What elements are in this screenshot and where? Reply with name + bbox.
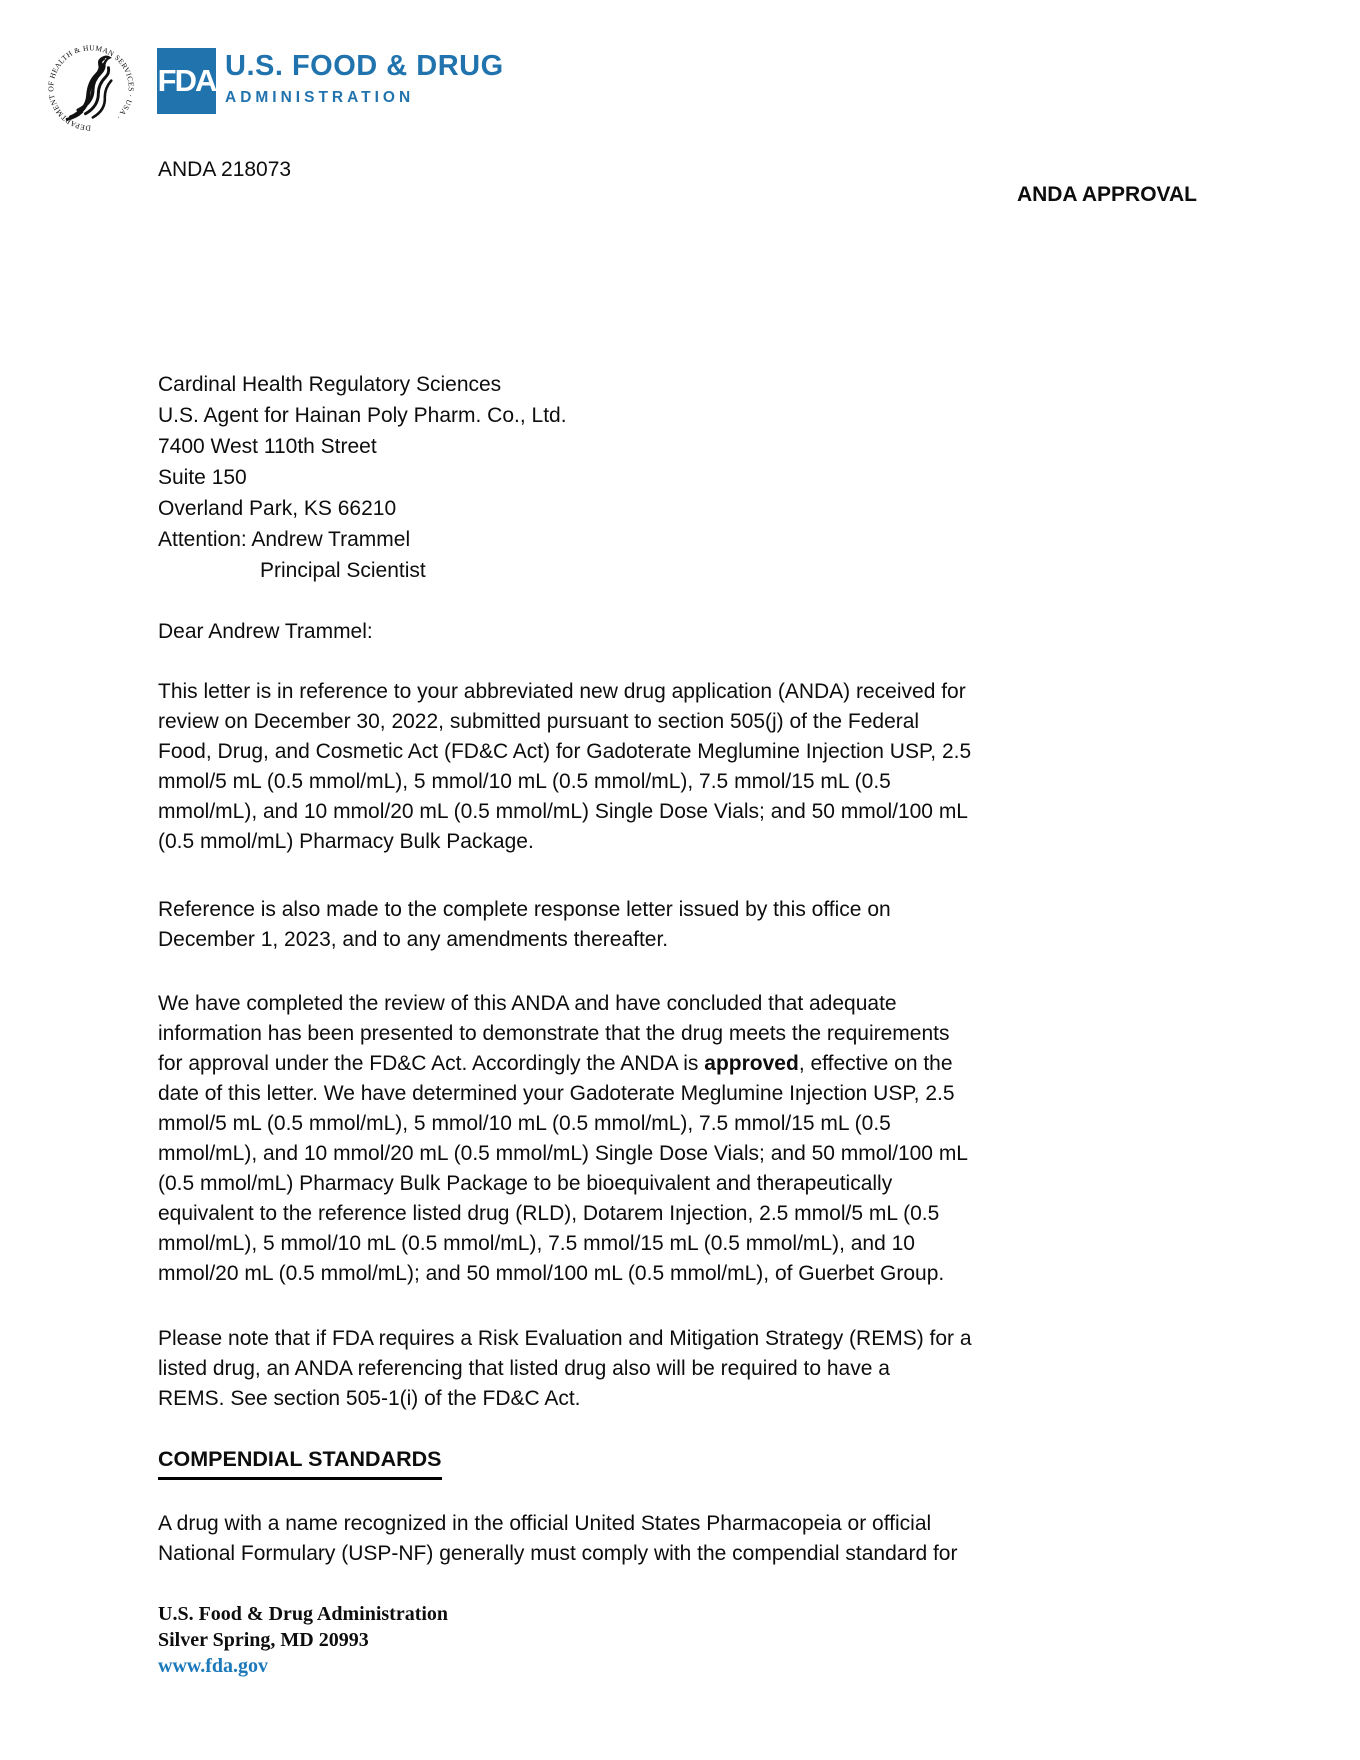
body-line: mmol/5 mL (0.5 mmol/mL), 5 mmol/10 mL (0.5 mmol/mL), 7.5 mmol/15 mL (0.5 xyxy=(158,1112,891,1135)
footer-agency: U.S. Food & Drug Administration xyxy=(158,1603,449,1625)
address-line-attention: Attention: Andrew Trammel xyxy=(158,528,411,551)
fda-acronym: FDA xyxy=(157,63,216,98)
body-line: equivalent to the reference listed drug (RLD), Dotarem Injection, 2.5 mmol/5 mL (0.5 xyxy=(158,1202,940,1225)
body-line: Please note that if FDA requires a Risk Evaluation and Mitigation Strategy (REMS) for a xyxy=(158,1327,972,1350)
recipient-address-block xyxy=(158,369,567,586)
paragraph-approval xyxy=(158,989,968,1289)
paragraph-reference xyxy=(158,677,971,857)
body-line: mmol/mL), 5 mmol/10 mL (0.5 mmol/mL), 7.5 mmol/15 mL (0.5 mmol/mL), and 10 xyxy=(158,1232,915,1255)
body-line: (0.5 mmol/mL) Pharmacy Bulk Package to be bioequivalent and therapeutically xyxy=(158,1172,893,1195)
body-line: (0.5 mmol/mL) Pharmacy Bulk Package. xyxy=(158,830,534,853)
paragraph-complete-response xyxy=(158,895,891,955)
fda-wordmark xyxy=(225,50,504,107)
body-line: mmol/mL), and 10 mmol/20 mL (0.5 mmol/mL) Single Dose Vials; and 50 mmol/100 mL xyxy=(158,800,968,823)
body-line: We have completed the review of this ANDA and have concluded that adequate xyxy=(158,992,897,1015)
address-line-title: Principal Scientist xyxy=(260,559,426,582)
address-line: Overland Park, KS 66210 xyxy=(158,497,397,520)
address-line: 7400 West 110th Street xyxy=(158,435,377,458)
paragraph-rems xyxy=(158,1324,972,1414)
body-line: listed drug, an ANDA referencing that listed drug also will be required to have a xyxy=(158,1357,890,1380)
footer-address: Silver Spring, MD 20993 xyxy=(158,1629,369,1651)
body-line: information has been presented to demonstrate that the drug meets the requirements xyxy=(158,1022,950,1045)
body-line: A drug with a name recognized in the official United States Pharmacopeia or official xyxy=(158,1512,932,1535)
salutation: Dear Andrew Trammel: xyxy=(158,620,373,643)
body-line: mmol/20 mL (0.5 mmol/mL); and 50 mmol/100 mL (0.5 mmol/mL), of Guerbet Group. xyxy=(158,1262,945,1285)
body-line-approved xyxy=(158,1049,968,1079)
body-line: Food, Drug, and Cosmetic Act (FD&C Act) for Gadoterate Meglumine Injection USP, 2.5 xyxy=(158,740,972,763)
paragraph-compendial xyxy=(158,1509,957,1569)
footer-website-link[interactable]: www.fda.gov xyxy=(158,1655,269,1677)
body-line: REMS. See section 505-1(i) of the FD&C Act. xyxy=(158,1387,581,1410)
hhs-seal-text: DEPARTMENT OF HEALTH & HUMAN SERVICES · USA · xyxy=(46,43,136,133)
body-line: mmol/mL), and 10 mmol/20 mL (0.5 mmol/mL) Single Dose Vials; and 50 mmol/100 mL xyxy=(158,1142,968,1165)
body-line: December 1, 2023, and to any amendments thereafter. xyxy=(158,928,669,951)
section-heading-compendial-standards xyxy=(158,1444,442,1480)
body-line: review on December 30, 2022, submitted pursuant to section 505(j) of the Federal xyxy=(158,710,920,733)
hhs-seal-icon xyxy=(45,42,137,134)
body-line: National Formulary (USP-NF) generally must comply with the compendial standard for xyxy=(158,1542,958,1565)
approval-label: ANDA APPROVAL xyxy=(1016,183,1197,206)
fda-logo-box xyxy=(157,48,216,114)
anda-number: ANDA 218073 xyxy=(158,158,292,181)
address-line: Suite 150 xyxy=(158,466,247,489)
approved-line-post: , effective on the xyxy=(798,1052,953,1075)
section-heading-text: COMPENDIAL STANDARDS xyxy=(158,1444,442,1480)
approved-word: approved xyxy=(704,1052,799,1075)
body-line: date of this letter. We have determined your Gadoterate Meglumine Injection USP, 2.5 xyxy=(158,1082,955,1105)
body-line: Reference is also made to the complete response letter issued by this office on xyxy=(158,898,891,921)
address-line: U.S. Agent for Hainan Poly Pharm. Co., Ltd. xyxy=(158,404,567,427)
address-line: Cardinal Health Regulatory Sciences xyxy=(158,373,502,396)
approved-line-pre: for approval under the FD&C Act. Accordingly the ANDA is xyxy=(158,1052,705,1075)
body-line: mmol/5 mL (0.5 mmol/mL), 5 mmol/10 mL (0.5 mmol/mL), 7.5 mmol/15 mL (0.5 xyxy=(158,770,891,793)
fda-wordmark-line2: ADMINISTRATION xyxy=(225,89,415,106)
body-line: This letter is in reference to your abbreviated new drug application (ANDA) received for xyxy=(158,680,966,703)
hhs-eagle-glyph xyxy=(67,57,111,120)
letter-footer xyxy=(158,1601,448,1679)
fda-wordmark-line1: U.S. FOOD & DRUG xyxy=(225,50,504,82)
